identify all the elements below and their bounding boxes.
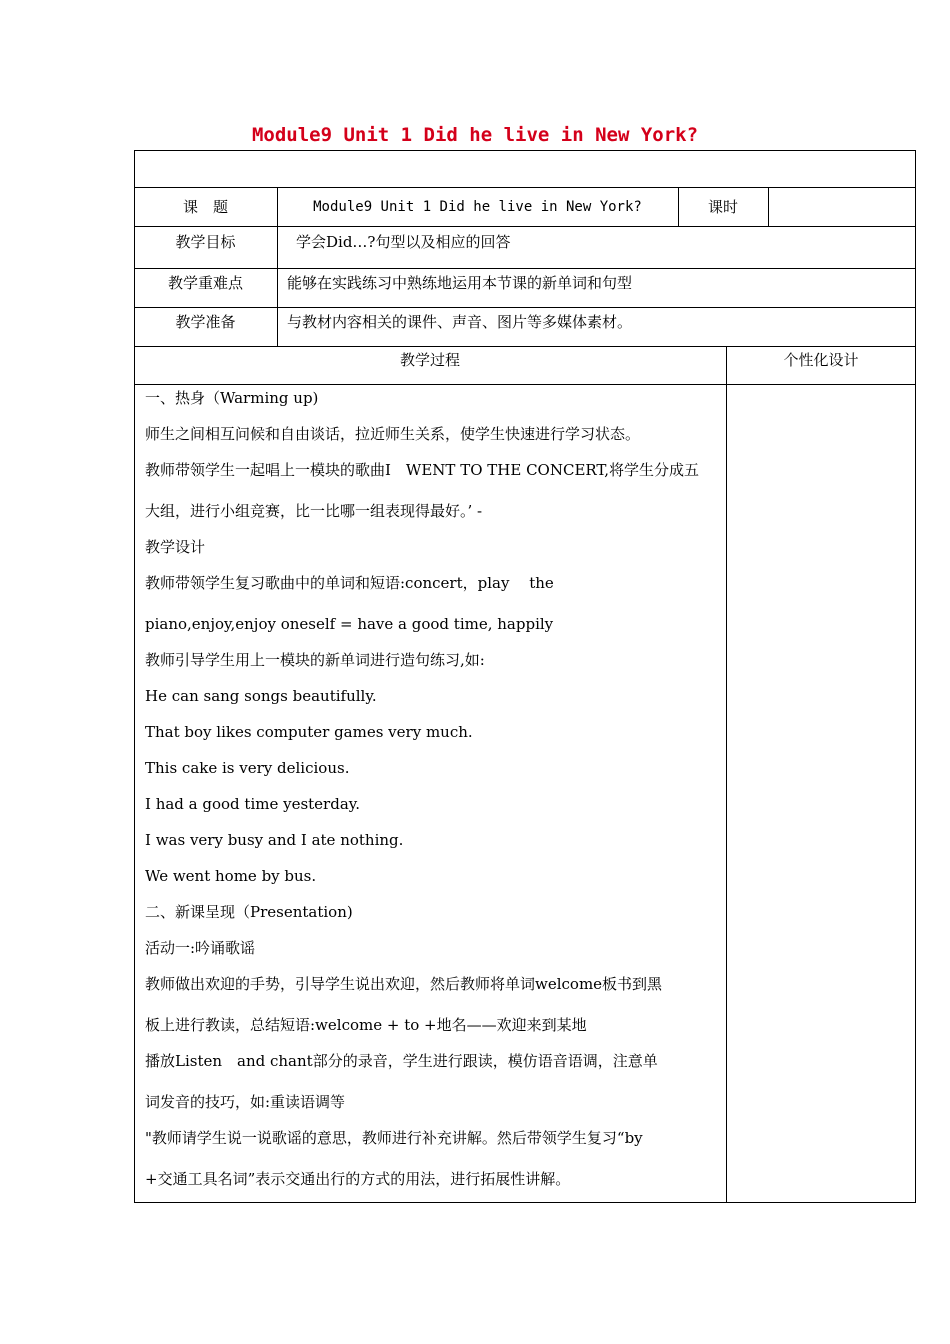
key-value: 能够在实践练习中熟练地运用本节课的新单词和句型 — [287, 274, 633, 292]
process-line: 词发音的技巧，如:重读语调等 — [145, 1093, 346, 1111]
process-line: 教师引导学生用上一模块的新单词进行造句练习,如: — [145, 651, 485, 669]
process-line: 一、热身（Warming up) — [145, 389, 319, 407]
period-label: 课时 — [707, 198, 738, 216]
process-line: piano,enjoy,enjoy oneself = have a good time, happily — [145, 615, 554, 633]
table-rule — [134, 268, 916, 269]
table-rule — [134, 346, 916, 347]
table-rule — [134, 307, 916, 308]
process-line: 教学设计 — [145, 538, 206, 556]
topic-label: 课 题 — [182, 198, 228, 216]
table-rule — [134, 187, 916, 188]
process-line: 大组，进行小组竞赛，比一比哪一组表现得最好。’ - — [145, 502, 483, 520]
process-line: This cake is very delicious. — [145, 759, 350, 777]
process-line: 教师做出欢迎的手势，引导学生说出欢迎，然后教师将单词welcome板书到黑 — [145, 975, 663, 993]
process-line: 教师带领学生复习歌曲中的单词和短语:concert，play the — [145, 574, 554, 592]
table-rule — [768, 187, 769, 226]
page-title: Module9 Unit 1 Did he live in New York? — [251, 124, 699, 146]
process-line: I had a good time yesterday. — [145, 795, 361, 813]
prep-value: 与教材内容相关的课件、声音、图片等多媒体素材。 — [287, 313, 633, 331]
process-line: "教师请学生说一说歌谣的意思，教师进行补充讲解。然后带领学生复习“by — [145, 1129, 643, 1147]
process-line: 活动一:吟诵歌谣 — [145, 939, 256, 957]
table-rule — [134, 384, 916, 385]
personal-header: 个性化设计 — [783, 351, 859, 369]
process-line: We went home by bus. — [145, 867, 317, 885]
topic-value: Module9 Unit 1 Did he live in New York? — [313, 199, 642, 215]
process-line: I was very busy and I ate nothing. — [145, 831, 404, 849]
process-line: 师生之间相互问候和自由谈话，拉近师生关系，使学生快速进行学习状态。 — [145, 425, 641, 443]
table-rule — [134, 226, 916, 227]
process-line: He can sang songs beautifully. — [145, 687, 377, 705]
process-line: That boy likes computer games very much. — [145, 723, 473, 741]
process-line: +交通工具名词”表示交通出行的方式的用法，进行拓展性讲解。 — [145, 1170, 571, 1188]
key-label: 教学重难点 — [167, 274, 243, 292]
process-line: 二、新课呈现（Presentation) — [145, 903, 353, 921]
goal-value: 学会Did…?句型以及相应的回答 — [296, 233, 511, 251]
goal-label: 教学目标 — [175, 233, 236, 251]
process-line: 播放Listen and chant部分的录音，学生进行跟读，模仿语音语调，注意单 — [145, 1052, 658, 1070]
table-rule — [726, 346, 727, 1203]
process-line: 板上进行教读，总结短语:welcome + to +地名——欢迎来到某地 — [145, 1016, 587, 1034]
process-header: 教学过程 — [399, 351, 460, 369]
process-line: 教师带领学生一起唱上一模块的歌曲I WENT TO THE CONCERT,将学生分成五 — [145, 461, 699, 479]
prep-label: 教学准备 — [175, 313, 236, 331]
